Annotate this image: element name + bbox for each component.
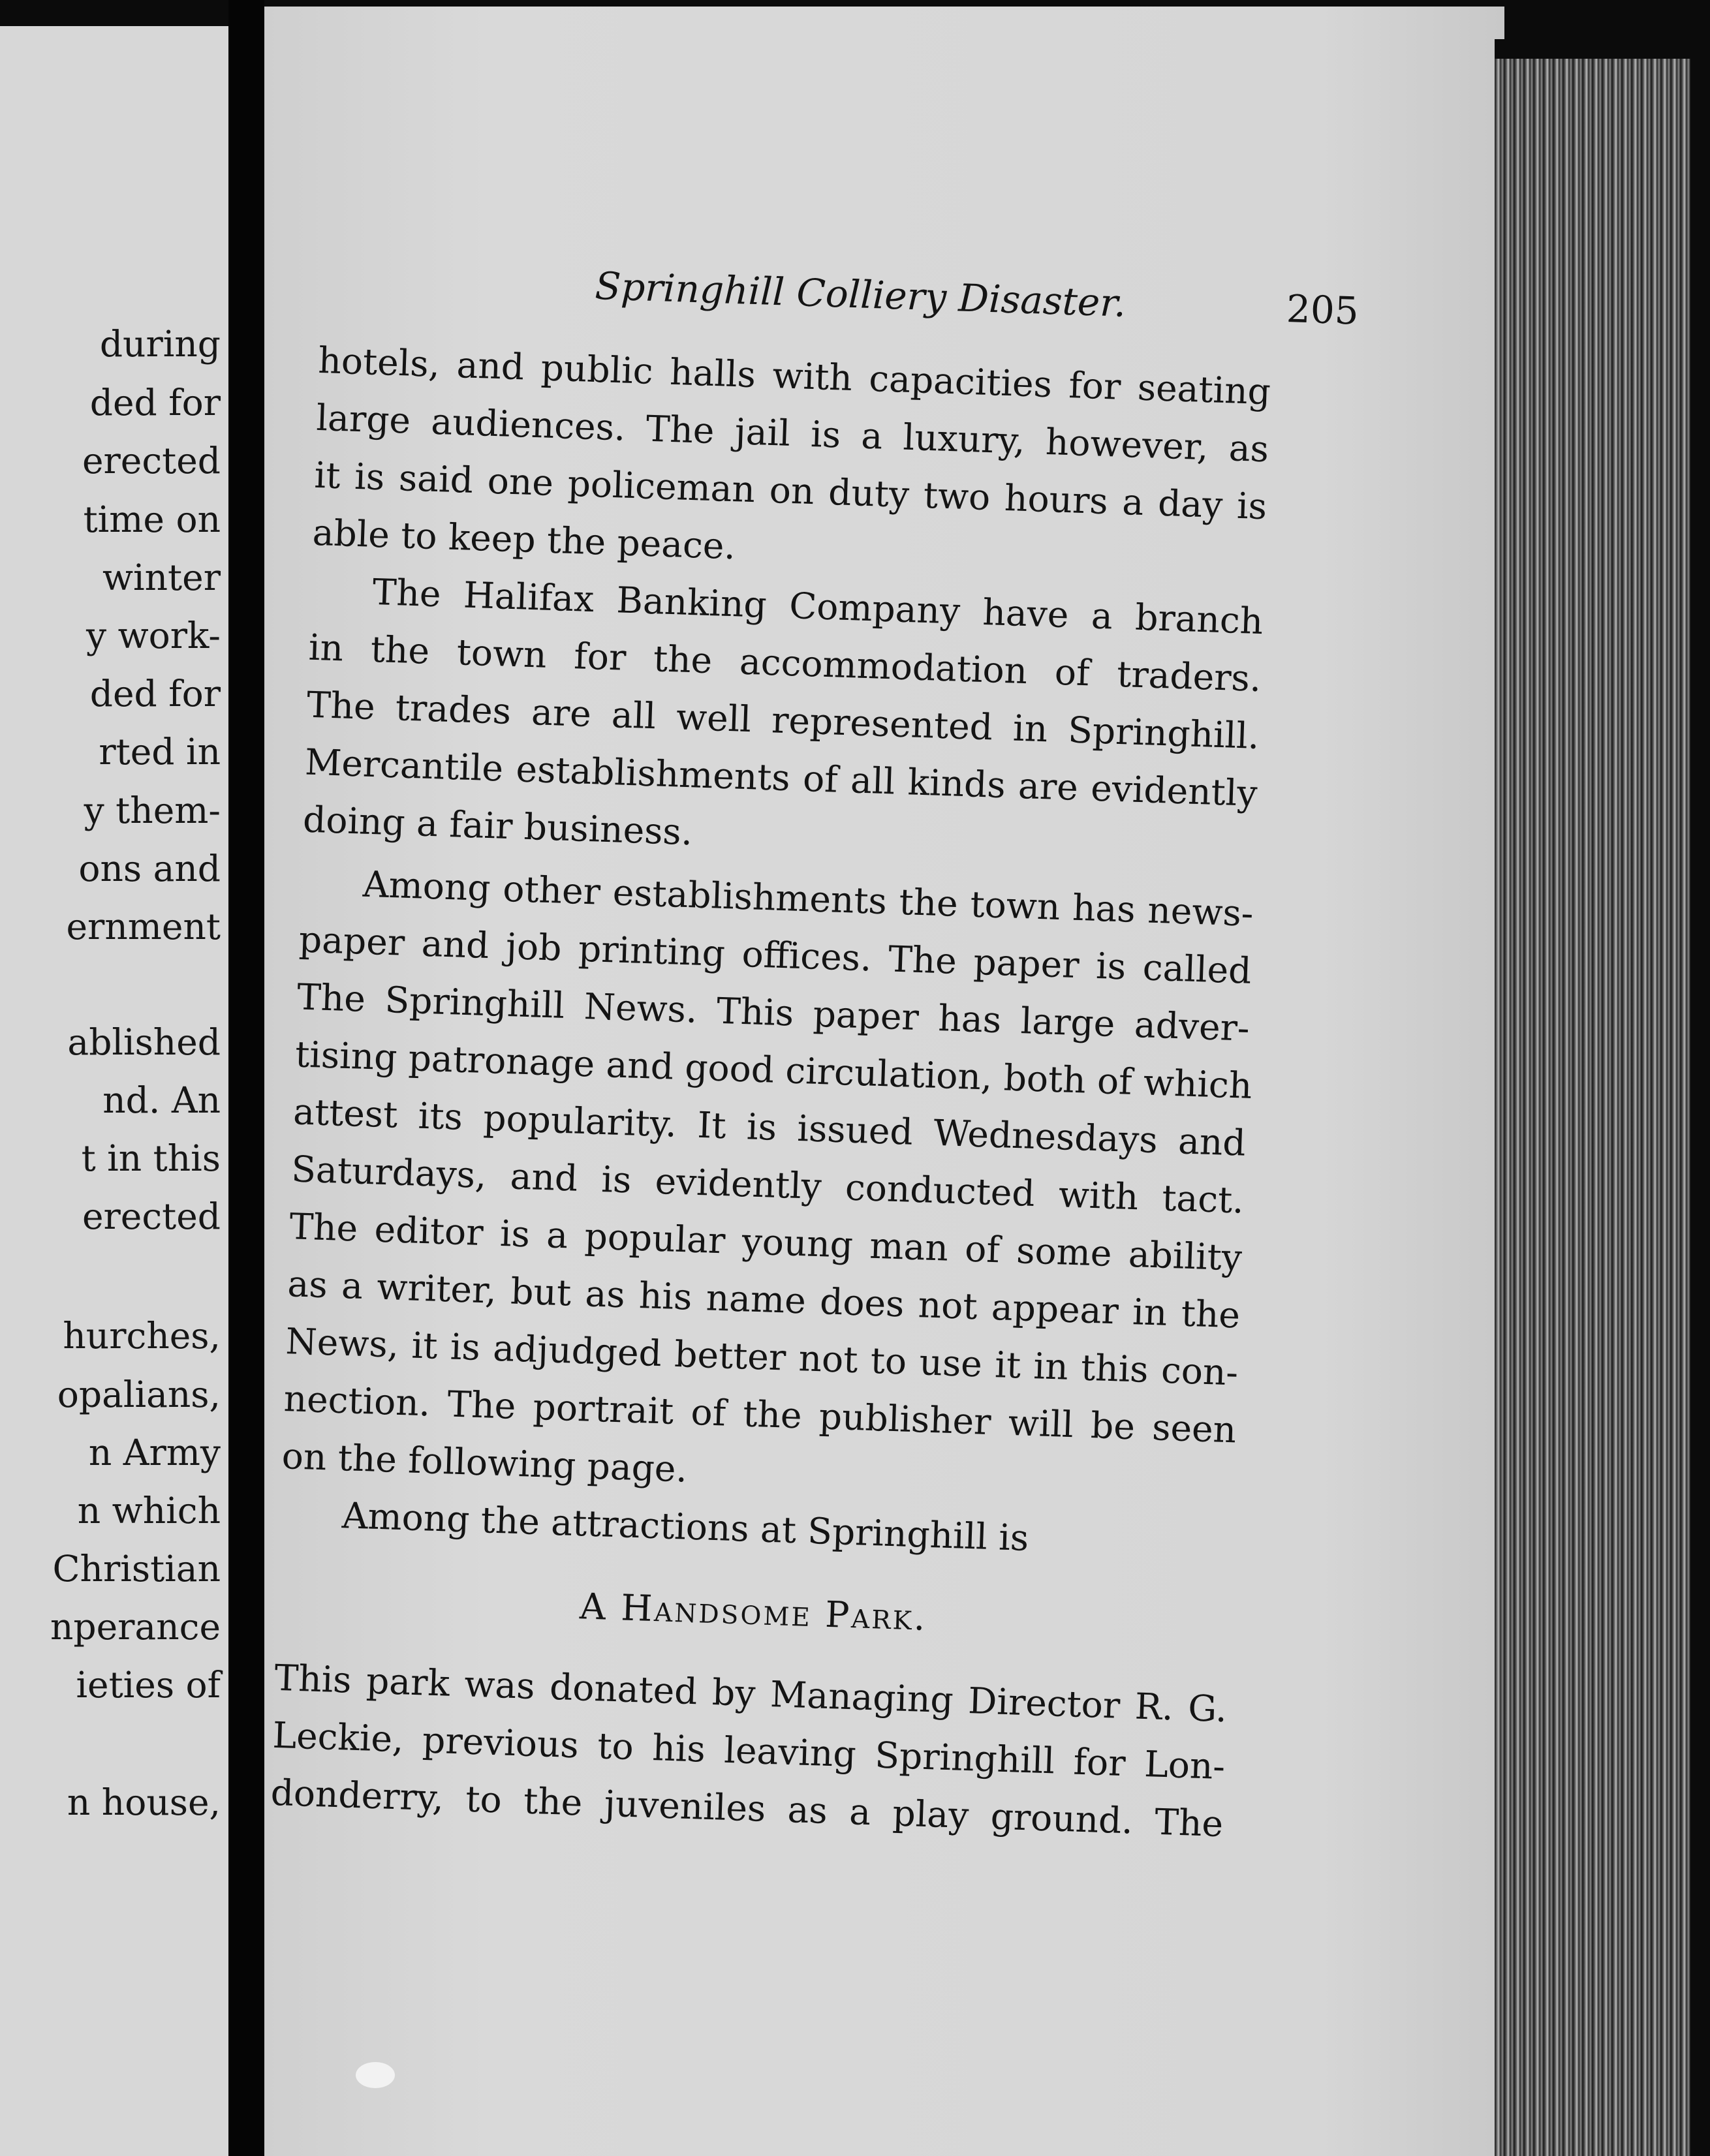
left-page-line: rted in <box>99 731 221 773</box>
left-page-line: y them- <box>84 790 221 831</box>
paper-blemish <box>356 2062 395 2088</box>
left-page-line: ernment <box>66 906 221 947</box>
left-page-line: erected <box>82 440 221 482</box>
body-line: Saturdays, and is evidently conducted with tact. <box>290 1148 1245 1222</box>
body-line: hotels, and public halls with capacities for seating <box>317 339 1271 413</box>
left-page <box>0 26 228 2156</box>
body-line: attest its popularity. It is issued Wednesdays and <box>292 1090 1247 1164</box>
body-line: paper and job printing offices. The paper is called <box>298 918 1252 992</box>
body-line: The editor is a popular young man of some ability <box>288 1205 1243 1279</box>
body-line: large audiences. The jail is a luxury, however, as <box>315 396 1269 470</box>
left-page-line: ieties of <box>76 1664 221 1706</box>
left-page-line: Christian <box>52 1548 221 1590</box>
body-line: The Springhill News. This paper has large adver- <box>296 976 1251 1049</box>
body-line: nection. The portrait of the publisher will be seen <box>283 1378 1237 1451</box>
body-line: Among the attractions at Springhill is <box>341 1494 1030 1559</box>
body-line: it is said one policeman on duty two hours a day is <box>313 454 1268 528</box>
body-line: on the following page. <box>281 1435 689 1490</box>
body-line: The trades are all well represented in Springhill. <box>306 683 1260 758</box>
page-text-block <box>270 254 1360 1845</box>
left-page-line: time on <box>83 499 221 540</box>
left-page-line: nperance <box>50 1606 221 1648</box>
left-page-line: hurches, <box>63 1315 221 1357</box>
left-page-line: opalians, <box>57 1374 221 1415</box>
body-line: The Halifax Banking Company have a branch <box>371 570 1264 643</box>
body-line: donderry, to the juveniles as a play ground. The <box>270 1771 1224 1845</box>
body-line: in the town for the accommodation of traders. <box>307 626 1262 700</box>
left-page-line: y work- <box>86 615 221 656</box>
body-line: as a writer, but as his name does not appear in the <box>287 1263 1241 1336</box>
left-page-line: ons and <box>78 848 221 889</box>
page-edges <box>1495 59 1690 2156</box>
body-line: tising patronage and good circulation, both of which <box>294 1033 1253 1107</box>
left-page-line: winter <box>102 557 221 598</box>
left-page-line: n which <box>77 1490 221 1532</box>
left-page-line: erected <box>82 1195 221 1237</box>
left-page-line: ablished <box>67 1021 221 1063</box>
left-page-line: ded for <box>89 673 221 715</box>
left-page-line: t in this <box>81 1137 221 1179</box>
section-heading: A Handsome Park. <box>579 1585 928 1639</box>
left-page-line: during <box>99 323 221 365</box>
right-page <box>264 7 1504 2156</box>
body-line: Mercantile establishments of all kinds are evidently <box>304 741 1258 814</box>
body-line: News, it is adjudged better not to use it in this con- <box>285 1320 1239 1394</box>
left-page-line: n Army <box>88 1432 221 1473</box>
left-page-line: n house, <box>67 1781 221 1823</box>
body-line: doing a fair business. <box>302 798 694 854</box>
body-line: Leckie, previous to his leaving Springhill for Lon- <box>272 1714 1226 1788</box>
running-head: Springhill Colliery Disaster. <box>594 263 1127 326</box>
left-page-line: ded for <box>89 382 221 424</box>
book-gutter <box>228 0 264 2156</box>
left-page-line: nd. An <box>102 1079 221 1121</box>
body-line: able to keep the peace. <box>311 511 736 568</box>
body-line: Among other establishments the town has news- <box>362 863 1254 934</box>
body-line: This park was donated by Managing Director R. G. <box>273 1656 1228 1731</box>
page-number: 205 <box>1285 286 1360 333</box>
